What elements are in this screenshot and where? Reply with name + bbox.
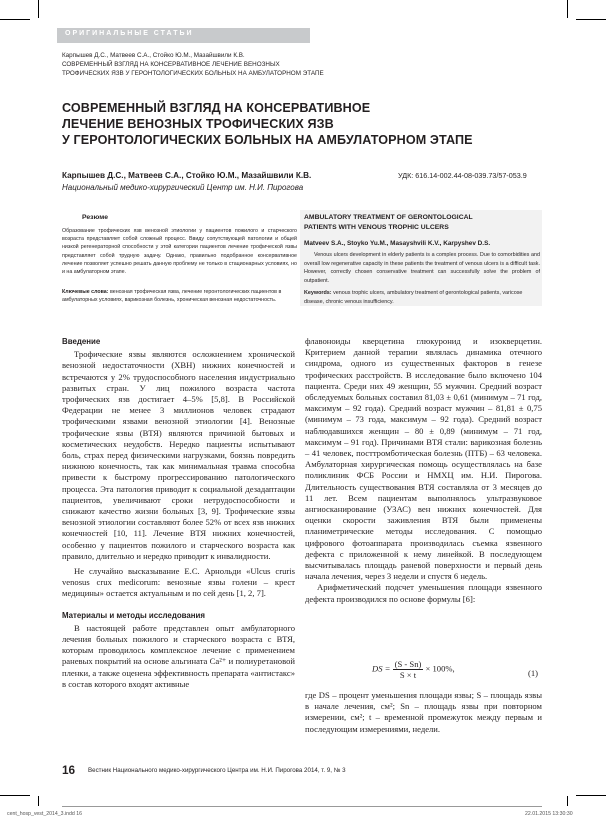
crop-mark [567,0,568,18]
section-banner [57,28,310,43]
section-heading-introduction: Введение [62,337,101,346]
formula-lhs: DS = [372,663,391,674]
title-line-1: СОВРЕМЕННЫЙ ВЗГЛЯД НА КОНСЕРВАТИВНОЕ [62,101,371,115]
running-title-line-2: ТРОФИЧЕСКИХ ЯЗВ У ГЕРОНТОЛОГИЧЕСКИХ БОЛЬНЫХ НА АМБУЛАТОРНОМ ЭТАПЕ [62,70,324,77]
formula [372,659,455,680]
crop-mark [576,795,606,796]
abstract-en-title-line-1: AMBULATORY TREATMENT OF GERONTOLOGICAL [304,214,473,221]
right-column [305,336,542,605]
running-title-line-1: СОВРЕМЕННЫЙ ВЗГЛЯД НА КОНСЕРВАТИВНОЕ ЛЕЧЕНИЕ ВЕНОЗНЫХ [62,61,280,68]
crop-mark [0,19,30,20]
keywords-ru-label: Ключевые слова: [62,289,109,295]
formula-explanation [305,690,542,735]
paragraph: где DS – процент уменьшения площади язвы; S – площадь язвы в начале лечения, см²; Sn – площадь язвы при повторном измерении, см²; t – временной промежуток между первым и последующим измерениями, недели. [305,690,542,734]
left-column [62,336,295,690]
article-authors: Карпышев Д.С., Матвеев С.А., Стойко Ю.М., Мазайшвили К.В. [62,171,312,180]
keywords-en [304,289,540,306]
crop-mark [0,795,30,796]
crop-mark [38,0,39,18]
section-heading-methods: Материалы и методы исследования [62,610,206,620]
abstract-en-title [304,213,473,233]
print-slug-file: cent_hosp_vest_2014_3.indd 16 [7,811,82,817]
running-authors: Карпышев Д.С., Матвеев С.А., Стойко Ю.М., Мазайшвили К.В. [62,52,245,59]
paragraph: Трофические язвы являются осложнением хронической венозной недостаточности (ХВН) нижних конечностей и встречаются у 2% трудоспособного населения индустриально развитых стран. У лиц пожилого возраста частота трофических язв достигает 4–5% [5,8]. В Российской Федерации не менее 3 миллионов человек страдают трофическими язвами венозной этиологии [4]. Венозные трофические язвы (ВТЯ) являются причиной бытовых и косметических неудобств. Нередко пациенты испытывают боль, страх перед физическими нагрузками, боязнь повредить нижнюю конечность, так как минимальная травма способна привести к быстрому прогрессированию патологического процесса. Эта патология приводит к социальной дезадаптации пациентов, увеличивают сроки нетрудоспособности и снижают качество жизни больных [3, 9]. Трофические язвы венозной этиологии составляют более 52% от всех язв нижних конечностей [10, 11]. Лечение ВТЯ нижних конечностей, особенно у пациентов пожилого и старческого возраста как правило, длительно и нередко приводит к инвалидности. [62,349,295,561]
formula-rhs: × 100%, [425,663,455,674]
abstract-ru-text: Образование трофических язв венозной этиологии у пациентов пожилого и старческого возраста представляет собой сложный процесс. Ввиду сопутствующей патологии и общей низкой регенераторной способности у этой категории пациентов лечение трофической язвы представляет собой трудную задачу. Однако, правильно подобранное консервативное лечение позволяет успешно решать данную проблему не только в стационарных условиях, но и на амбулаторном этапе. [62,228,297,276]
abstract-ru-heading: Резюме [82,214,109,221]
paragraph: Не случайно высказывание Е.С. Арнольди «Ulcus cruris venosus crux medicorum: венозные язвы голени – крест медицины» остается актуальным и по сей день [1, 2, 7]. [62,566,295,599]
article-affiliation: Национальный медико-хирургический Центр им. Н.И. Пирогова [62,183,304,192]
formula-denominator: S × t [399,670,417,680]
formula-number: (1) [528,668,539,678]
paragraph: флавоноиды кверцетина глюкуронид и изокверцетин. Критерием данной терапии являлась динамика отечного синдрома, одного из существенных факторов в генезе трофических расстройств. В исследование было включено 104 пациента. Среди них 49 женщин, 55 мужчин. Средний возраст обследуемых больных составил 81,03 ± 0,61 (минимум – 71 год, максимум – 92 года). Средний возраст мужчин – 81,81 ± 0,75 (минимум – 73 года, максимум – 92 года). Средний возраст наблюдавшихся женщин – 80 ± 0,89 (минимум – 71 год, максимум – 91 год). Причинами ВТЯ стали: варикозная болезнь – 41 человек, посттромботическая болезнь (ПТБ) – 63 человека. Амбулаторная хирургическая помощь осуществлялась на базе поликлиник ФСБ России и НМХЦ им. Н.И. Пирогова. Длительность существования ВТЯ составляла от 3 месяцев до 11 лет. Всем пациентам выполнялось ультразвуковое ангиосканирование (УЗАС) вен нижних конечностей. Для оценки скорости заживления ВТЯ были применены планиметрические методы исследования. С помощью цифрового фотоаппарата производилась съемка язвенного дефекта с приложенной к нему линейкой. В последующем высчитывалась площадь раневой поверхности и первый день начала лечения, через 3 недели и спустя 6 недель. [305,336,542,582]
page-number: 16 [62,763,76,777]
formula-fraction [393,659,424,680]
abstract-en-authors: Matveev S.A., Stoyko Yu.M., Masayshvili K.V., Karpyshev D.S. [304,240,491,247]
section-banner-label: ОРИГИНАЛЬНЫЕ СТАТЬИ [65,30,194,37]
title-line-3: У ГЕРОНТОЛОГИЧЕСКИХ БОЛЬНЫХ НА АМБУЛАТОРНОМ ЭТАПЕ [62,133,473,147]
keywords-en-label: Keywords: [304,290,332,296]
journal-footer: Вестник Национального медико-хирургического Центра им. Н.И. Пирогова 2014, т. 9, № 3 [88,767,346,774]
keywords-en-text: venous trophic ulcers, ambulatory treatment of gerontological patients, varicose disease, chronic venous insufficiency. [304,290,523,305]
abstract-en-text [304,251,540,285]
footer-divider [62,806,542,807]
abstract-en-title-line-2: PATIENTS WITH VENOUS TROPHIC ULCERS [304,224,449,231]
abstract-en-body: Venous ulcers development in elderly patients is a complex process. Due to comorbidities and overall low regenerative capacity in these patients the treatment of venous ulcers is a difficult task. However, correctly chosen conservative treatment can successfully solve the problem of outpatient. [304,252,540,284]
paragraph: Арифметический подсчет уменьшения площади язвенного дефекта производился по основе формулы [6]: [305,582,542,604]
keywords-ru [62,288,297,304]
crop-mark [576,19,606,20]
crop-mark [567,796,568,806]
title-line-2: ЛЕЧЕНИЕ ВЕНОЗНЫХ ТРОФИЧЕСКИХ ЯЗВ [62,117,334,131]
paragraph: В настоящей работе представлен опыт амбулаторного лечения больных пожилого и старческого возраста с ВТЯ, которым проводилось комплексное лечение с применением раневых покрытий на основе альгината Ca²⁺ и полиуретановой пленки, а также оценена эффективность препарата «антистакс» в состав которого входят активные [62,622,295,689]
running-header [62,51,324,78]
print-slug-date: 22.01.2015 13:30:30 [525,811,573,817]
keywords-ru-text: венозная трофическая язва, лечение геронтологических пациентов в амбулаторных условиях, варикозная болезнь, хроническая венозная недостаточность. [62,289,282,304]
crop-mark [38,796,39,806]
formula-numerator: (S - Sn) [394,659,422,669]
article-title [62,100,532,148]
udk-code: УДК: 616.14-002.44-08-039.73/57-053.9 [398,171,527,180]
